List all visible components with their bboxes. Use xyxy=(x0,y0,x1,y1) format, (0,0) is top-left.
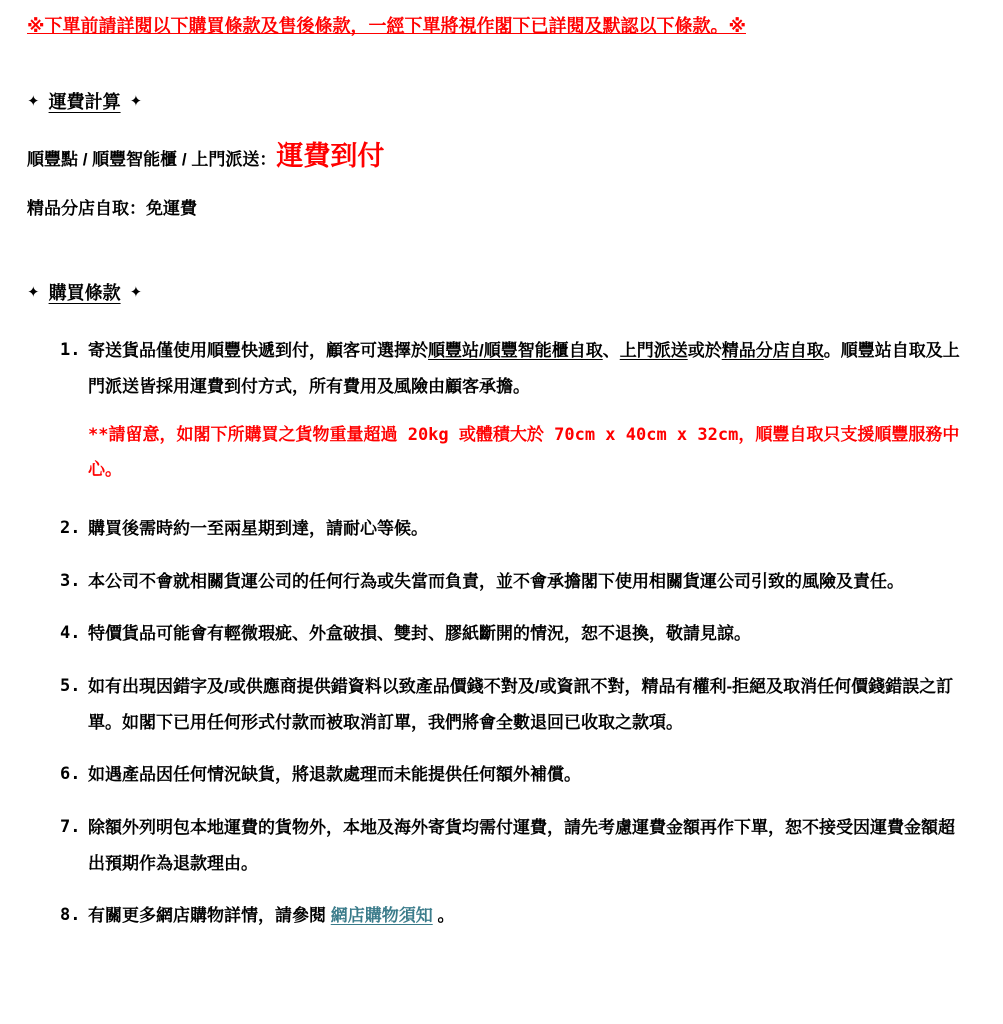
underlined-phrase-sf-station-pickup: 順豐站/順豐智能櫃自取 xyxy=(428,341,603,361)
term-text xyxy=(88,898,961,934)
diamond-icon: ✦ xyxy=(129,284,143,302)
term-body xyxy=(88,669,961,740)
term-item-3 xyxy=(60,564,961,600)
term-body xyxy=(88,616,961,652)
term-segment: 。 xyxy=(432,906,455,926)
term-text: 如遇產品因任何情況缺貨，將退款處理而未能提供任何額外補償。 xyxy=(88,765,581,785)
sf-pickup-options-text: 順豐點 / 順豐智能櫃 / 上門派送： xyxy=(27,150,277,170)
term-text: 特價貨品可能會有輕微瑕疵、外盒破損、雙封、膠紙斷開的情況，恕不退換，敬請見諒。 xyxy=(88,624,751,644)
term-number: 2. xyxy=(60,517,81,538)
diamond-icon: ✦ xyxy=(27,284,40,302)
term-text: 除額外列明包本地運費的貨物外，本地及海外寄貨均需付運費，請先考慮運費金額再作下單，恕不接受因運費金額超出預期作為退款理由。 xyxy=(88,818,955,873)
purchase-terms-section xyxy=(27,279,961,934)
term-body xyxy=(88,564,961,600)
term-item-5 xyxy=(60,669,961,740)
terms-list xyxy=(27,333,961,934)
shipping-heading-title: 運費計算 xyxy=(48,92,121,113)
term-number: 5. xyxy=(60,676,81,696)
shopping-guide-link[interactable]: 網店購物須知 xyxy=(330,906,433,926)
term-text: 如有出現因錯字及/或供應商提供錯資料以致產品價錢不對及/或資訊不對，精品有權利-拒絕及取消任何價錢錯誤之訂單。如閣下已用任何形式付款而被取消訂單，我們將會全數退回已收取之款項。 xyxy=(88,677,954,732)
term-body xyxy=(88,511,961,547)
term-number: 4. xyxy=(60,623,81,644)
term-segment: 寄送貨品僅使用順豐快遞到付，顧客可選擇於 xyxy=(88,341,428,361)
term-body xyxy=(88,757,961,793)
pre-order-notice: ※下單前請詳閱以下購買條款及售後條款，一經下單將視作閣下已詳閱及默認以下條款。※ xyxy=(27,16,746,36)
term-text: 本公司不會就相關貨運公司的任何行為或失當而負責，並不會承擔閣下使用相關貨運公司引致的風險及責任。 xyxy=(88,571,904,591)
term-text: 購買後需時約一至兩星期到達，請耐心等候。 xyxy=(88,518,428,538)
weight-size-limit-note: **請留意，如閣下所購買之貨物重量超過 20kg 或體積大於 70cm x 40cm x 32cm，順豐自取只支援順豐服務中心。 xyxy=(88,424,960,481)
term-item-7 xyxy=(60,810,961,881)
term-segment: 有關更多網店購物詳情，請參閱 xyxy=(88,906,331,926)
diamond-icon: ✦ xyxy=(27,93,40,111)
term-body xyxy=(88,898,961,934)
term-number: 6. xyxy=(60,764,81,785)
underlined-phrase-home-delivery: 上門派送 xyxy=(619,341,688,361)
term-number: 1. xyxy=(60,340,81,361)
term-number: 7. xyxy=(60,817,81,838)
store-pickup-line: 精品分店自取：免運費 xyxy=(27,199,197,219)
term-segment: 或於 xyxy=(687,341,722,361)
term-item-6 xyxy=(60,757,961,793)
term-item-8 xyxy=(60,898,961,934)
freight-collect-highlight: 運費到付 xyxy=(276,141,385,172)
diamond-icon: ✦ xyxy=(129,93,143,111)
term-segment: 。順豐站自取及上門派送皆採用運費到付方式，所有費用及風險由顧客承擔。 xyxy=(88,341,960,396)
term-item-4 xyxy=(60,616,961,652)
term-number: 3. xyxy=(60,570,81,591)
term-item-2 xyxy=(60,511,961,547)
terms-section-heading xyxy=(27,279,961,305)
term-text xyxy=(88,333,961,404)
term-segment: 、 xyxy=(602,341,620,361)
term-body xyxy=(88,810,961,881)
terms-heading-title: 購買條款 xyxy=(48,283,121,304)
shipping-section-heading xyxy=(27,88,961,114)
sf-pickup-line xyxy=(27,139,961,174)
term-body xyxy=(88,333,961,494)
shipping-fee-section xyxy=(27,88,961,219)
term-number: 8. xyxy=(60,905,81,926)
underlined-phrase-store-pickup: 精品分店自取 xyxy=(721,341,824,361)
term-item-1 xyxy=(60,333,961,494)
